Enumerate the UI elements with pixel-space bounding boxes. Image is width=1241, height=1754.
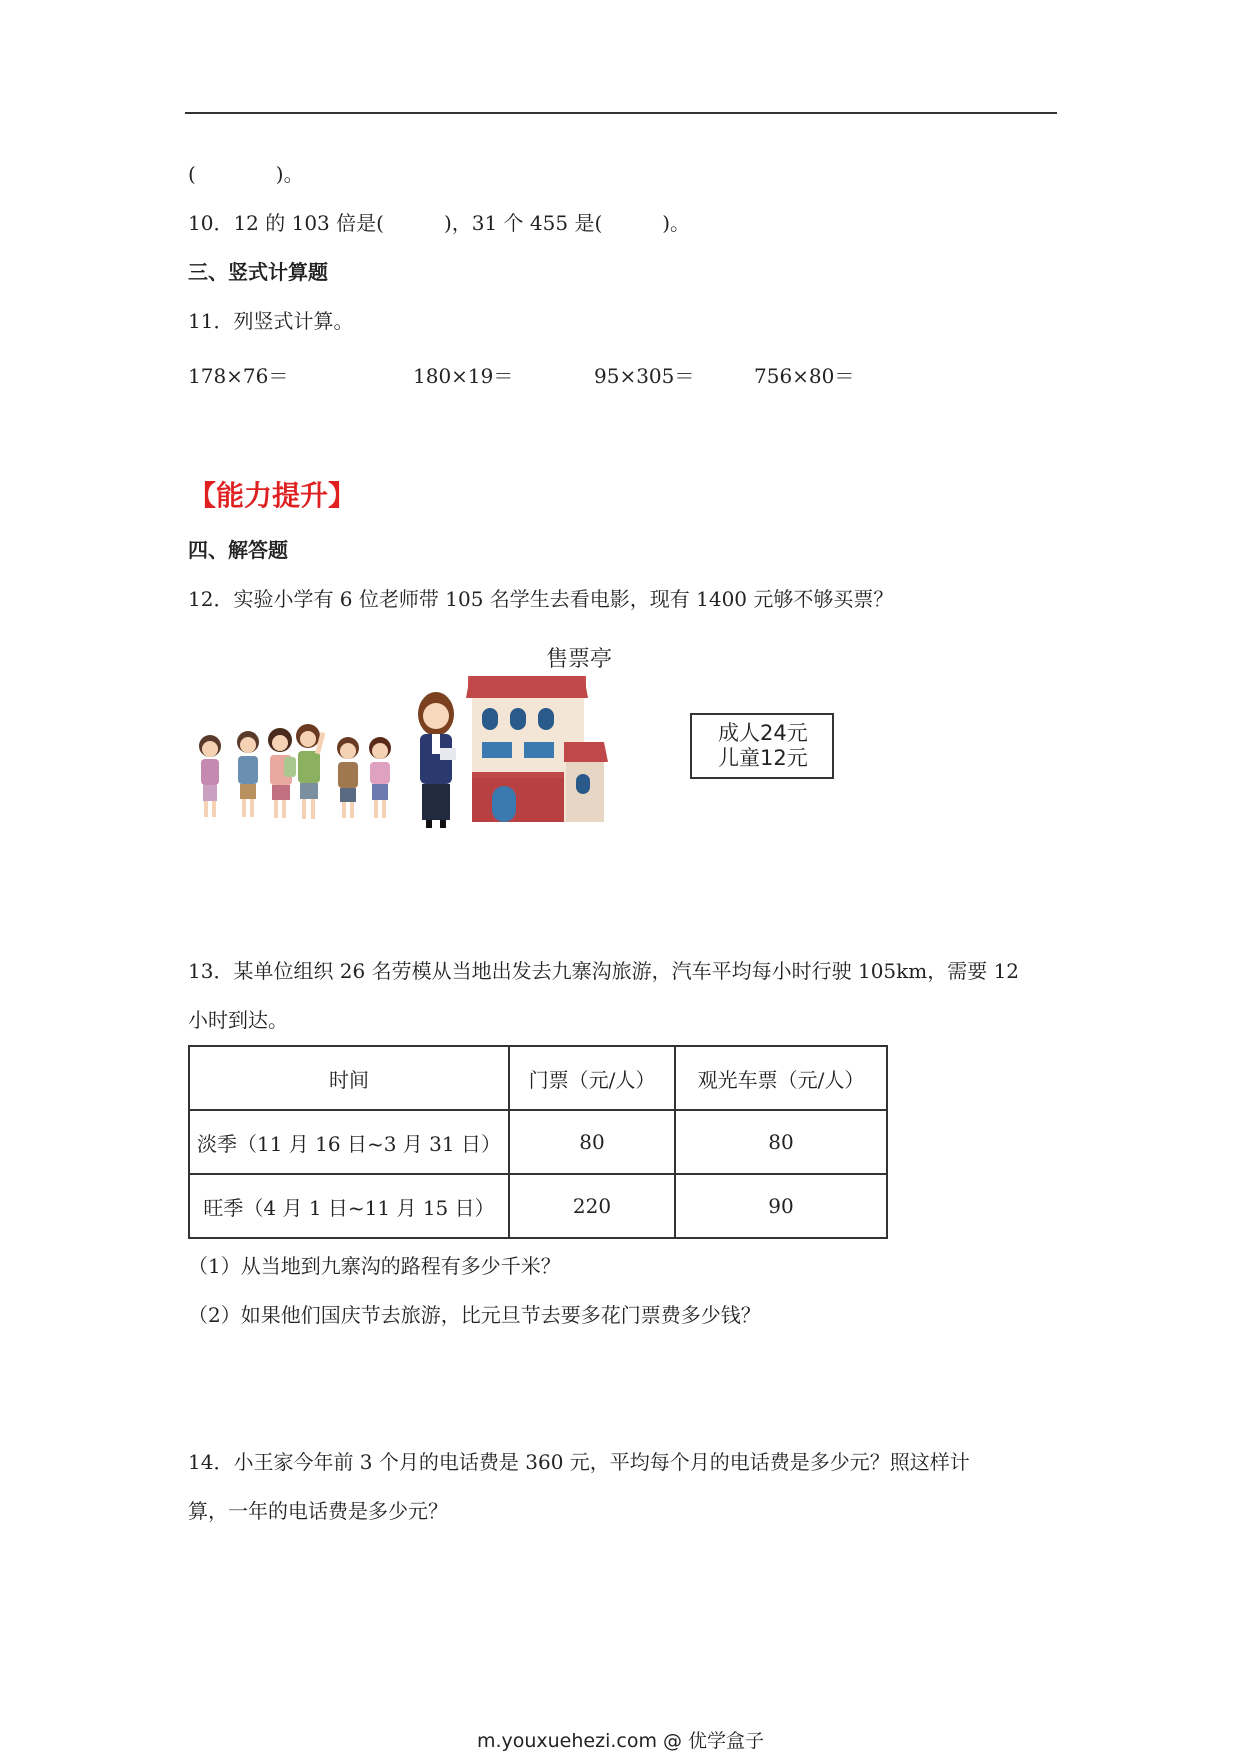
question-13-line-1: 13．某单位组织 26 名劳模从当地出发去九寨沟旅游，汽车平均每小时行驶 105km，需要 12	[188, 959, 1020, 983]
table-cell: 90	[675, 1174, 887, 1238]
ticket-booth-label: 售票亭	[546, 647, 613, 672]
child-price: 儿童12元	[718, 746, 808, 770]
adult-price: 成人24元	[718, 721, 808, 745]
table-header-cell: 时间	[189, 1046, 509, 1110]
question-14-line-1: 14．小王家今年前 3 个月的电话费是 360 元，平均每个月的电话费是多少元？照这样计	[188, 1450, 970, 1474]
table-cell: 80	[675, 1110, 887, 1174]
question-11: 11．列竖式计算。	[188, 309, 354, 333]
ticket-price-box	[690, 713, 834, 779]
table-row	[189, 1110, 887, 1174]
table-cell: 旺季（4 月 1 日~11 月 15 日）	[189, 1174, 509, 1238]
ticket-booth-icon	[466, 676, 608, 822]
ability-heading: 【能力提升】	[188, 479, 357, 512]
footer-watermark: m.youxuehezi.com @ 优学盒子	[476, 1730, 765, 1752]
question-12: 12．实验小学有 6 位老师带 105 名学生去看电影，现有 1400 元够不够买票？	[188, 587, 894, 611]
section-4-heading: 四、解答题	[188, 538, 288, 562]
question-13-line-2: 小时到达。	[188, 1008, 288, 1032]
section-3-heading: 三、竖式计算题	[188, 260, 328, 284]
question-10: 10．12 的 103 倍是( )，31 个 455 是( )。	[188, 211, 691, 235]
fee-table	[188, 1045, 888, 1239]
table-header-cell: 门票（元/人）	[509, 1046, 675, 1110]
table-cell: 80	[509, 1110, 675, 1174]
table-row	[189, 1174, 887, 1238]
q9-answer-tail: ( )。	[188, 162, 304, 186]
calc-item-1: 178×76＝	[188, 364, 289, 388]
calc-item-4: 756×80＝	[754, 364, 855, 388]
question-14-line-2: 算，一年的电话费是多少元？	[188, 1499, 448, 1523]
table-header-cell: 观光车票（元/人）	[675, 1046, 887, 1110]
header-rule	[185, 112, 1057, 114]
table-cell: 淡季（11 月 16 日~3 月 31 日）	[189, 1110, 509, 1174]
question-13-sub-1: （1）从当地到九寨沟的路程有多少千米？	[188, 1254, 561, 1278]
table-header-row	[189, 1046, 887, 1110]
calc-item-2: 180×19＝	[413, 364, 514, 388]
question-13-sub-2: （2）如果他们国庆节去旅游，比元旦节去要多花门票费多少钱？	[188, 1303, 761, 1327]
calc-item-3: 95×305＝	[594, 364, 695, 388]
table-cell: 220	[509, 1174, 675, 1238]
students-group-icon	[199, 724, 391, 819]
teacher-icon	[418, 692, 456, 828]
